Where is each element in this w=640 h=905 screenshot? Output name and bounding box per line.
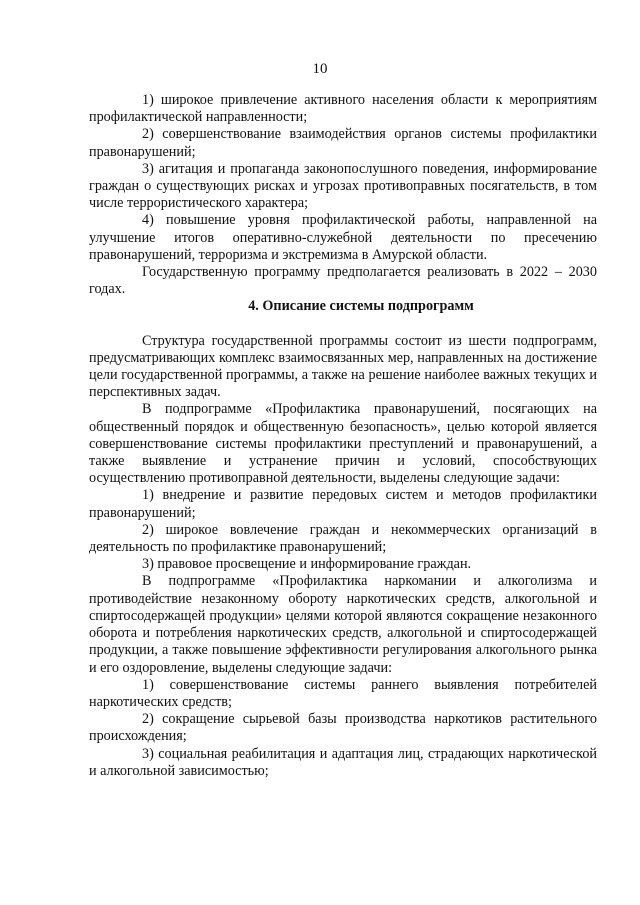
paragraph: 1) совершенствование системы раннего выявления потребителей наркотических средств; xyxy=(89,676,597,710)
document-body xyxy=(89,92,597,780)
paragraph: Структура государственной программы состоит из шести подпрограмм, предусматривающих комплекс взаимосвязанных мер, направленных на достижение цели государственной программы, а также на решение наиболее важных текущих и перспективных задач. xyxy=(89,332,597,401)
paragraph: 2) сокращение сырьевой базы производства наркотиков растительного происхождения; xyxy=(89,711,597,745)
paragraph: 2) широкое вовлечение граждан и некоммерческих организаций в деятельность по профилактике правонарушений; xyxy=(89,521,597,556)
paragraph: В подпрограмме «Профилактика правонарушений, посягающих на общественный порядок и общественную безопасность», целью которой является совершенствование системы профилактики преступлений и правонарушений, а также выявление и устранение причин и условий, способствующих осуществлению противоправной деятельности, выделены следующие задачи: xyxy=(89,401,597,487)
page-number: 10 xyxy=(312,61,328,77)
paragraph: 3) социальная реабилитация и адаптация лиц, страдающих наркотической и алкогольной зависимостью; xyxy=(89,745,597,779)
paragraph: 3) правовое просвещение и информирование граждан. xyxy=(142,556,472,573)
paragraph: 1) широкое привлечение активного населения области к мероприятиям профилактической направленности; xyxy=(89,92,597,126)
section-spacer xyxy=(89,316,597,333)
section-heading: 4. Описание системы подпрограмм xyxy=(248,298,474,315)
paragraph: 2) совершенствование взаимодействия органов системы профилактики правонарушений; xyxy=(89,126,597,160)
paragraph: 3) агитация и пропаганда законопослушного поведения, информирование граждан о существующих рисках и угрозах противоправных посягательств, в том числе террористического характера; xyxy=(89,160,597,212)
paragraph: Государственную программу предполагается реализовать в 2022 – 2030 годах. xyxy=(89,264,597,298)
paragraph: В подпрограмме «Профилактика наркомании и алкоголизма и противодействие незаконному обороту наркотических средств, алкогольной и спиртосодержащей продукции» целями которой являются сокращение незаконного оборота и потребления наркотических средств, алкогольной и спиртосодержащей продукции, а также повышение эффективности регулирования алкогольного рынка и его оздоровление, выделены следующие задачи: xyxy=(89,573,597,676)
paragraph: 4) повышение уровня профилактической работы, направленной на улучшение итогов оперативно-служебной деятельности по пресечению правонарушений, терроризма и экстремизма в Амурской области. xyxy=(89,212,597,263)
paragraph: 1) внедрение и развитие передовых систем и методов профилактики правонарушений; xyxy=(89,487,597,521)
